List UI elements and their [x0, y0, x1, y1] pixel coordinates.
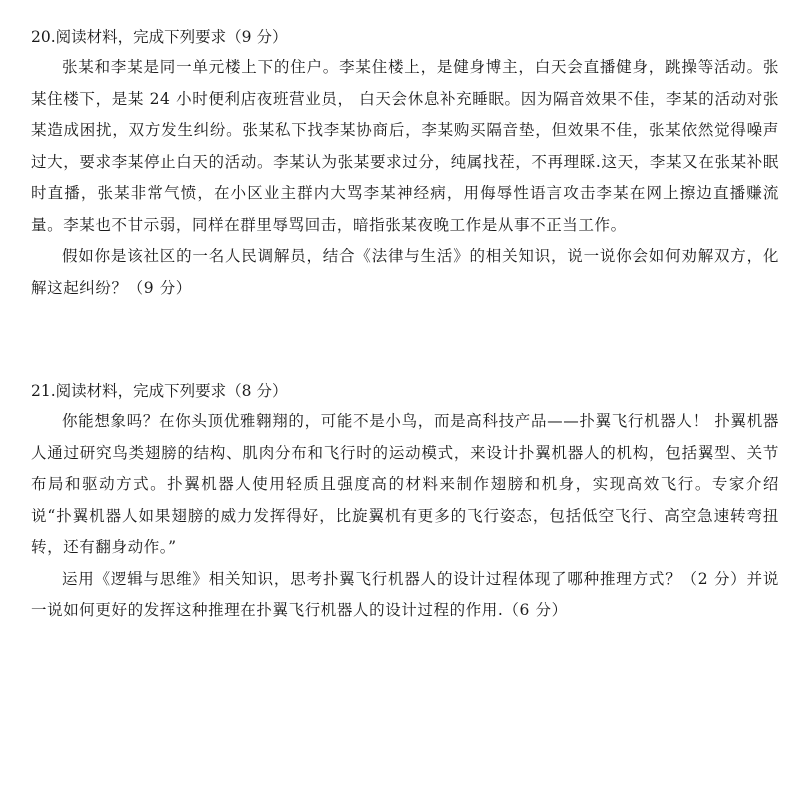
question-20	[31, 22, 779, 304]
question-21-material: 你能想象吗？在你头顶优雅翱翔的，可能不是小鸟，而是高科技产品——扑翼飞行机器人！ 扑翼机器人通过研究鸟类翅膀的结构、肌肉分布和飞行时的运动模式，来设计扑翼机器人的机构，包括翼型、关节布局和驱动方式。扑翼机器人使用轻质且强度高的材料来制作翅膀和机身，实现高效飞行。专家介绍说“扑翼机器人如果翅膀的威力发挥得好，比旋翼机有更多的飞行姿态，包括低空飞行、高空急速转弯扭转，还有翻身动作。”	[31, 412, 779, 556]
question-20-prompt: 假如你是该社区的一名人民调解员，结合《法律与生活》的相关知识，说一说你会如何劝解双方，化解这起纠纷？（9 分）	[31, 247, 779, 297]
question-21	[31, 376, 779, 627]
question-20-title: 20.阅读材料，完成下列要求（9 分）	[31, 28, 288, 46]
question-21-prompt: 运用《逻辑与思维》相关知识，思考扑翼飞行机器人的设计过程体现了哪种推理方式？（2 分）并说一说如何更好的发挥这种推理在扑翼飞行机器人的设计过程的作用.（6 分）	[31, 569, 779, 619]
question-20-material: 张某和李某是同一单元楼上下的住户。李某住楼上，是健身博主，白天会直播健身，跳操等活动。张某住楼下，是某 24 小时便利店夜班营业员， 白天会休息补充睡眠。因为隔音效果不佳，李某的活动对张某造成困扰，双方发生纠纷。张某私下找李某协商后，李某购买隔音垫，但效果不佳，张某依然觉得噪声过大，要求李某停止白天的活动。李某认为张某要求过分，纯属找茬，不再理睬.这天，李某又在张某补眠时直播，张某非常气愤，在小区业主群内大骂李某神经病，用侮辱性语言攻击李某在网上擦边直播赚流量。李某也不甘示弱，同样在群里辱骂回击，暗指张某夜晚工作是从事不正当工作。	[31, 58, 779, 234]
question-21-title: 21.阅读材料，完成下列要求（8 分）	[31, 382, 288, 400]
